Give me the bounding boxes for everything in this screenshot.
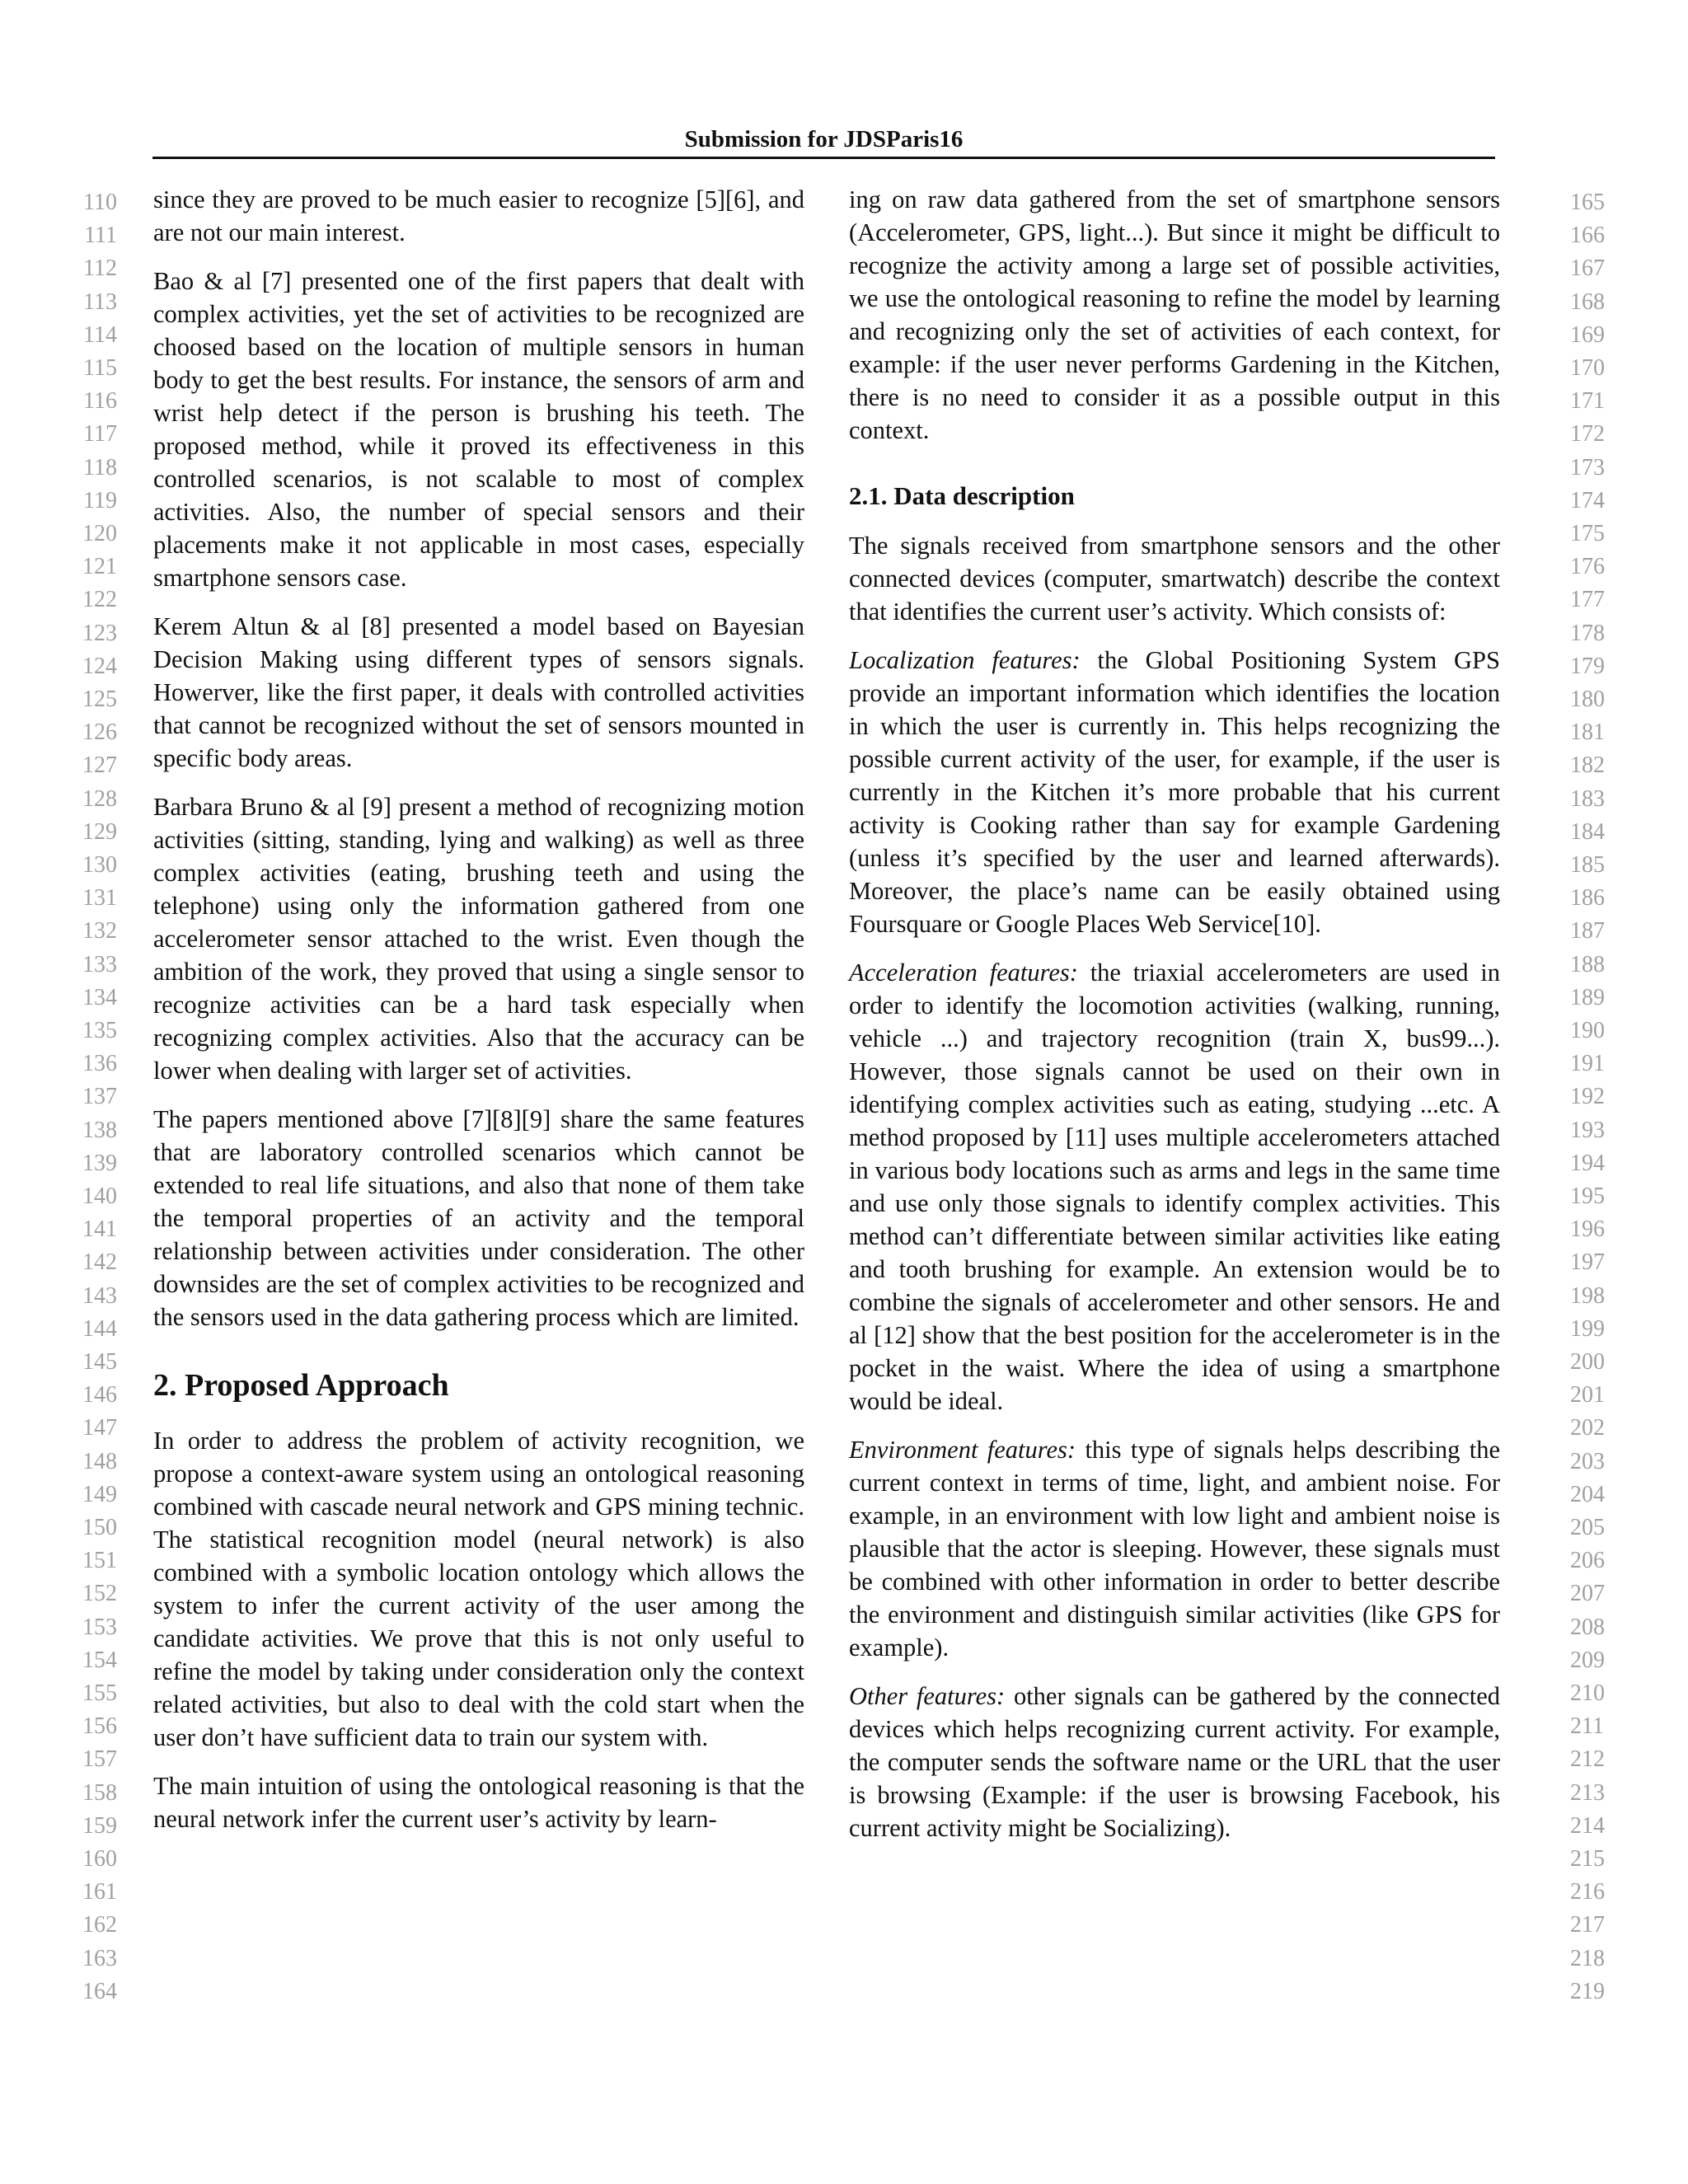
line-number: 181	[1570, 719, 1605, 746]
line-number: 113	[83, 288, 117, 315]
line-number: 218	[1570, 1945, 1605, 1971]
line-number: 190	[1570, 1018, 1605, 1043]
line-number: 159	[82, 1812, 117, 1839]
line-number: 163	[82, 1945, 117, 1971]
line-number: 116	[83, 388, 117, 415]
line-number: 192	[1570, 1084, 1605, 1110]
line-number: 150	[82, 1515, 117, 1540]
line-number: 151	[82, 1548, 117, 1574]
line-number: 157	[82, 1746, 117, 1773]
line-number: 175	[1570, 521, 1605, 546]
line-number: 170	[1570, 355, 1605, 381]
paragraph-environment	[849, 1433, 1500, 1664]
line-number: 126	[82, 719, 117, 746]
paragraph: The main intuition of using the ontological reasoning is that the neural network infer the current user’s activity by learn-	[153, 1772, 804, 1833]
subsection-heading: 2.1. Data description	[849, 481, 1075, 510]
line-number: 110	[83, 190, 117, 215]
line-number: 167	[1570, 255, 1605, 282]
line-number: 202	[1570, 1415, 1605, 1441]
paragraph: The papers mentioned above [7][8][9] share the same features that are laboratory controlled scenarios which cannot be extended to real life situations, and also that none of them take the temporal properties of an activity and the temporal relationship between activities under consideration. The other downsides are the set of complex activities to be recognized and the sensors used in the data gathering process which are limited.	[153, 1105, 804, 1331]
line-number: 145	[82, 1349, 117, 1375]
paragraph-other	[849, 1680, 1500, 1844]
line-number: 177	[1570, 587, 1605, 613]
line-number: 158	[82, 1779, 117, 1806]
line-number: 127	[82, 752, 117, 779]
line-number: 165	[1570, 190, 1605, 215]
line-number: 138	[82, 1117, 117, 1143]
line-number: 119	[83, 487, 117, 513]
line-number: 216	[1570, 1879, 1605, 1905]
line-number: 146	[82, 1382, 117, 1408]
paragraph-text: the Global Positioning System GPS provide an important information which identifies the location in which the user is currently in. This helps recognizing the possible current activity of the user, for example, if the user is currently in the Kitchen it’s more probable that his current activity is Cooking rather than say for example Gardening (unless it’s specified by the user and learned afterwards). Moreover, the place’s name can be easily obtained using Foursquare or Google Places Web Service[10].	[849, 646, 1500, 938]
line-number: 168	[1570, 288, 1605, 315]
run-in-label: Localization features:	[849, 646, 1081, 674]
run-in-label: Environment features:	[849, 1436, 1076, 1464]
line-number: 156	[82, 1713, 117, 1740]
line-number: 120	[82, 521, 117, 546]
line-number: 132	[82, 918, 117, 944]
line-number: 134	[82, 984, 117, 1010]
line-number: 174	[1570, 487, 1605, 513]
line-number: 182	[1570, 752, 1605, 779]
line-number: 117	[83, 421, 117, 448]
paragraph: since they are proved to be much easier to recognize [5][6], and are not our main interest.	[153, 185, 804, 246]
line-number: 137	[82, 1084, 117, 1110]
line-number: 212	[1570, 1746, 1605, 1773]
line-number: 144	[82, 1315, 117, 1342]
line-number: 180	[1570, 687, 1605, 712]
line-number: 203	[1570, 1448, 1605, 1474]
line-number: 166	[1570, 223, 1605, 249]
section-heading: 2. Proposed Approach	[153, 1368, 449, 1403]
line-number: 141	[82, 1216, 117, 1243]
line-number: 217	[1570, 1912, 1605, 1938]
header-rule	[152, 157, 1495, 159]
line-number: 162	[82, 1912, 117, 1938]
line-number: 114	[83, 321, 117, 348]
line-number: 130	[82, 852, 117, 878]
line-number: 183	[1570, 785, 1605, 812]
line-number: 131	[82, 885, 117, 912]
line-number: 201	[1570, 1382, 1605, 1408]
page-header: Submission for JDSParis16	[684, 126, 964, 152]
paragraph-text: other signals can be gathered by the connected devices which helps recognizing current activity. For example, the computer sends the software name or the URL that the user is browsing (Example: if the user is browsing Facebook, his current activity might be Socializing).	[849, 1682, 1500, 1842]
paragraph: In order to address the problem of activity recognition, we propose a context-aware system using an ontological reasoning combined with cascade neural network and GPS mining technic. The statistical recognition model (neural network) is also combined with a symbolic location ontology which allows the system to infer the current activity of the user among the candidate activities. We prove that this is not only useful to refine the model by taking under consideration only the context related activities, but also to deal with the cold start when the user don’t have sufficient data to train our system with.	[153, 1427, 804, 1751]
line-number: 140	[82, 1183, 117, 1209]
line-number: 135	[82, 1018, 117, 1043]
line-number: 139	[82, 1150, 117, 1176]
line-number: 123	[82, 620, 117, 646]
right-column	[849, 183, 1500, 1860]
line-number: 178	[1570, 620, 1605, 646]
line-number: 194	[1570, 1150, 1605, 1176]
line-number: 155	[82, 1680, 117, 1706]
line-number: 115	[83, 355, 117, 381]
line-number: 211	[1570, 1713, 1604, 1740]
line-number: 195	[1570, 1183, 1605, 1209]
line-number: 173	[1570, 454, 1605, 480]
line-number: 196	[1570, 1216, 1605, 1243]
left-column	[153, 183, 804, 1851]
line-number: 188	[1570, 951, 1605, 977]
paragraph: Bao & al [7] presented one of the first papers that dealt with complex activities, yet the set of activities to be recognized are choosed based on the location of multiple sensors in human body to get the best results. For instance, the sensors of arm and wrist help detect if the person is brushing his teeth. The proposed method, while it proved its effectiveness in this controlled scenarios, is not scalable to most of complex activities. Also, the number of special sensors and their placements make it not applicable in most cases, especially smartphone sensors case.	[153, 267, 804, 592]
line-number: 133	[82, 951, 117, 977]
line-number: 199	[1570, 1315, 1605, 1342]
line-number: 189	[1570, 984, 1605, 1010]
line-number: 142	[82, 1249, 117, 1276]
line-number: 129	[82, 818, 117, 845]
run-in-label: Other features:	[849, 1682, 1006, 1710]
line-number: 204	[1570, 1481, 1605, 1507]
line-number: 210	[1570, 1680, 1605, 1706]
line-number: 124	[82, 653, 117, 679]
paragraph: Kerem Altun & al [8] presented a model based on Bayesian Decision Making using different types of sensors signals. Howerver, like the first paper, it deals with controlled activities that cannot be recognized without the set of sensors mounted in specific body areas.	[153, 612, 804, 772]
paragraph: The signals received from smartphone sensors and the other connected devices (computer, smartwatch) describe the context that identifies the current user’s activity. Which consists of:	[849, 532, 1500, 626]
line-number: 205	[1570, 1515, 1605, 1540]
line-number: 185	[1570, 852, 1605, 878]
paragraph: ing on raw data gathered from the set of smartphone sensors (Accelerometer, GPS, light...). But since it might be difficult to recognize the activity among a large set of possible activities, we use the ontological reasoning to refine the model by learning and recognizing only the set of activities of each context, for example: if the user never performs Gardening in the Kitchen, there is no need to consider it as a possible output in this context.	[849, 185, 1500, 444]
line-number: 161	[82, 1879, 117, 1905]
line-number: 154	[82, 1647, 117, 1673]
line-number: 198	[1570, 1282, 1605, 1309]
line-number: 200	[1570, 1349, 1605, 1375]
line-number: 152	[82, 1581, 117, 1607]
line-number: 160	[82, 1846, 117, 1872]
line-number: 172	[1570, 421, 1605, 448]
line-number: 171	[1570, 388, 1605, 415]
line-number: 164	[82, 1978, 117, 2004]
line-number: 208	[1570, 1614, 1605, 1640]
line-number: 122	[82, 587, 117, 613]
paragraph-text: this type of signals helps describing the current context in terms of time, light, and ambient noise. For example, in an environment with low light and ambient noise is plausible that the actor is sleeping. However, these signals must be combined with other information in order to better describe the environment and distinguish similar activities (like GPS for example).	[849, 1436, 1501, 1661]
line-number: 118	[83, 454, 117, 480]
line-number: 128	[82, 785, 117, 812]
line-number: 193	[1570, 1117, 1605, 1143]
line-number: 112	[83, 255, 117, 282]
line-number: 125	[82, 687, 117, 712]
line-number: 187	[1570, 918, 1605, 944]
line-number: 213	[1570, 1779, 1605, 1806]
line-number: 209	[1570, 1647, 1605, 1673]
line-number: 179	[1570, 653, 1605, 679]
line-number: 149	[82, 1481, 117, 1507]
line-number: 207	[1570, 1581, 1605, 1607]
line-number: 191	[1570, 1051, 1605, 1077]
paragraph-text: the triaxial accelerometers are used in order to identify the locomotion activities (walking, running, vehicle ...) and trajectory recognition (train X, bus99...). However, those signals cannot be used on their own in identifying complex activities such as eating, studying ...etc. A method proposed by [11] uses multiple accelerometers attached in various body locations such as arms and legs in the same time and use only those signals to identify complex activities. This method can’t differentiate between similar activities like eating and tooth brushing for example. An extension would be to combine the signals of accelerometer and other sensors. He and al [12] show that the best position for the accelerometer is in the pocket in the waist. Where the idea of using a smartphone would be ideal.	[849, 958, 1501, 1415]
line-number: 184	[1570, 818, 1605, 845]
line-number: 153	[82, 1614, 117, 1640]
line-number: 215	[1570, 1846, 1605, 1872]
line-number: 147	[82, 1415, 117, 1441]
line-number: 111	[84, 223, 117, 249]
line-number: 197	[1570, 1249, 1605, 1276]
line-number: 219	[1570, 1978, 1605, 2004]
run-in-label: Acceleration features:	[849, 958, 1078, 987]
paragraph-localization	[849, 644, 1500, 940]
line-number: 176	[1570, 554, 1605, 580]
paragraph: Barbara Bruno & al [9] present a method of recognizing motion activities (sitting, standing, lying and walking) as well as three complex activities (eating, brushing teeth and using the telephone) using only the information gathered from one accelerometer sensor attached to the wrist. Even though the ambition of the work, they proved that using a single sensor to recognize activities can be a hard task especially when recognizing complex activities. Also that the accuracy can be lower when dealing with larger set of activities.	[153, 793, 804, 1085]
line-number: 206	[1570, 1548, 1605, 1574]
line-number: 169	[1570, 321, 1605, 348]
line-number: 121	[82, 554, 117, 580]
paragraph-acceleration	[849, 956, 1500, 1418]
line-number: 136	[82, 1051, 117, 1077]
line-number: 186	[1570, 885, 1605, 912]
line-number: 214	[1570, 1812, 1605, 1839]
line-number: 148	[82, 1448, 117, 1474]
line-number: 143	[82, 1282, 117, 1309]
